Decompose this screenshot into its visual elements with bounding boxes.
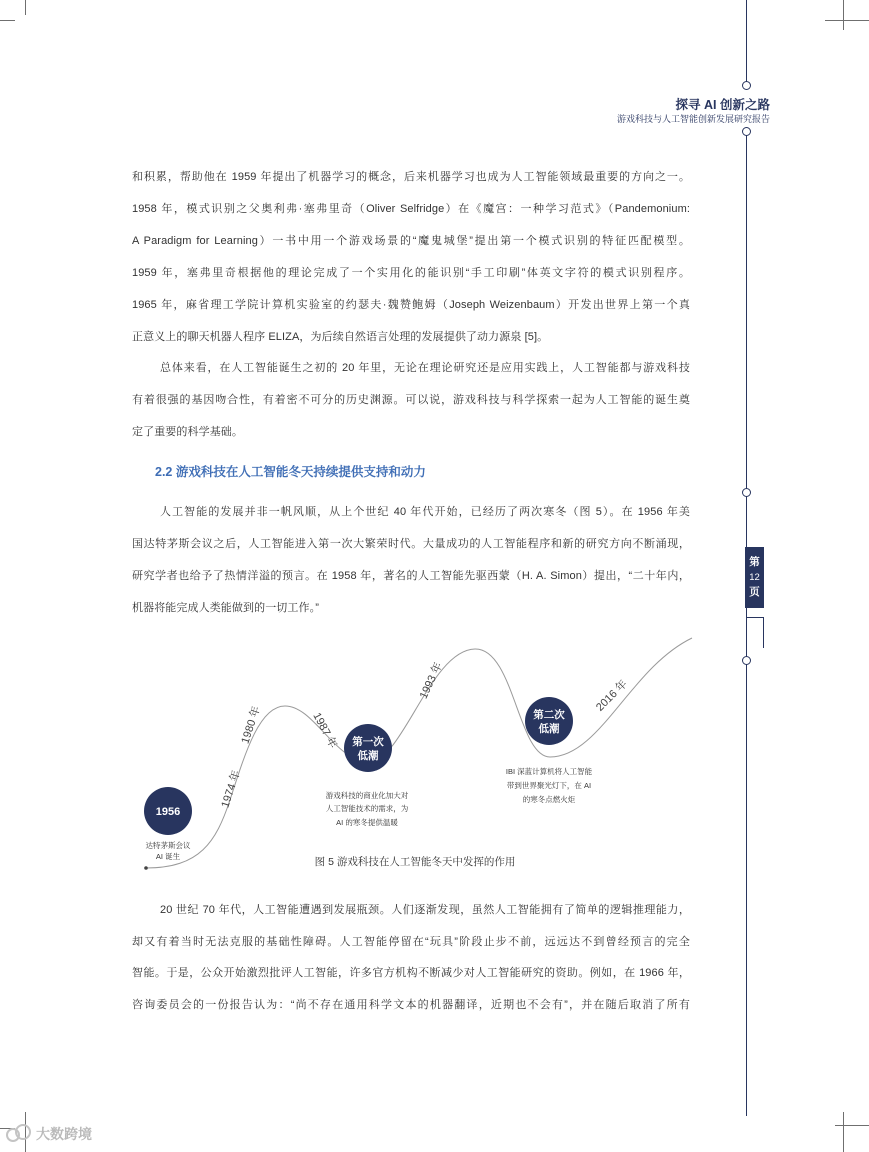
paragraph bbox=[132, 352, 690, 448]
crop-mark bbox=[843, 0, 844, 30]
running-header-subtitle: 游戏科技与人工智能创新发展研究报告 bbox=[616, 114, 770, 124]
crop-mark bbox=[25, 0, 26, 15]
page-tab-bracket bbox=[746, 617, 764, 648]
text-line: 有着很强的基因吻合性，有着密不可分的历史渊源。可以说，游戏科技与科学探索一起为人工智能的诞生奠 bbox=[132, 394, 690, 406]
milestone-label: 第一次 bbox=[352, 736, 384, 748]
year-label: 1993 年 bbox=[417, 660, 445, 701]
crop-mark bbox=[835, 1125, 869, 1126]
milestone-note: 的寒冬点燃火炬 bbox=[522, 795, 576, 804]
text-line: 20 世纪 70 年代，人工智能遭遇到发展瓶颈。人们逐渐发现，虽然人工智能拥有了简单的逻辑推理能力， bbox=[160, 904, 690, 916]
text-line: 却又有着当时无法克服的基础性障碍。人工智能停留在“玩具”阶段止步不前，远远达不到曾经预言的完全 bbox=[132, 935, 690, 948]
side-rail bbox=[746, 608, 747, 1116]
text-line: 人工智能的发展并非一帆风顺，从上个世纪 40 年代开始，已经历了两次寒冬（图 5）。在 1956 年美 bbox=[160, 506, 690, 518]
milestone-note: 带到世界聚光灯下，在 AI bbox=[506, 781, 592, 790]
text-line: 正意义上的聊天机器人程序 ELIZA，为后续自然语言处理的发展提供了动力源泉 [5]。 bbox=[132, 331, 549, 343]
milestone-note: 游戏科技的商业化加大对 bbox=[325, 791, 409, 800]
crop-mark bbox=[0, 20, 15, 21]
year-label: 2016 年 bbox=[594, 678, 630, 714]
watermark-text: 大数跨境 bbox=[36, 1126, 92, 1142]
text-line: 咨询委员会的一份报告认为：“尚不存在通用科学文本的机器翻译，近期也不会有”，并在随后取消了所有 bbox=[132, 998, 690, 1011]
text-line: 1965 年，麻省理工学院计算机实验室的约瑟夫·魏赞鲍姆（Joseph Weizenbaum）开发出世界上第一个真 bbox=[132, 299, 690, 311]
text-line: 定了重要的科学基础。 bbox=[132, 426, 243, 438]
year-label: 1980 年 bbox=[239, 704, 263, 746]
paragraph bbox=[132, 496, 690, 624]
rail-dot bbox=[742, 81, 751, 90]
milestone-note: 达特茅斯会议 bbox=[145, 841, 191, 850]
text-line: 国达特茅斯会议之后，人工智能进入第一次大繁荣时代。大量成功的人工智能程序和新的研究方向不断涌现， bbox=[132, 538, 690, 550]
text-line: 智能。于是，公众开始激烈批评人工智能，许多官方机构不断减少对人工智能研究的资助。例如，在 1966 年， bbox=[132, 967, 690, 979]
rail-dot bbox=[742, 656, 751, 665]
page-number-tab bbox=[745, 547, 764, 608]
milestone-note: AI 的寒冬提供温暖 bbox=[336, 818, 398, 827]
text-line: A Paradigm for Learning）一书中用一个游戏场景的“魔鬼城堡”提出第一个模式识别的特征匹配模型。 bbox=[132, 235, 690, 247]
paragraph bbox=[132, 895, 690, 1021]
milestone-circle-second-low bbox=[525, 697, 573, 745]
text-line: 1958 年，模式识别之父奥利弗·塞弗里奇（Oliver Selfridge）在《魔宫：一种学习范式》（Pandemonium: bbox=[132, 203, 690, 215]
figure-caption: 图 5 游戏科技在人工智能冬天中发挥的作用 bbox=[314, 856, 516, 868]
text-line: 和积累，帮助他在 1959 年提出了机器学习的概念，后来机器学习也成为人工智能领域最重要的方向之一。 bbox=[132, 171, 690, 183]
crop-mark bbox=[825, 20, 869, 21]
figure-curve-svg bbox=[130, 628, 700, 878]
crop-mark bbox=[843, 1112, 844, 1152]
side-rail bbox=[746, 0, 747, 85]
figure-ai-winters bbox=[130, 628, 700, 878]
milestone-note: 人工智能技术的需求，为 bbox=[325, 804, 409, 813]
text-line: 1959 年，塞弗里奇根据他的理论完成了一个实用化的能识别“手工印刷”体英文字符的模式识别程序。 bbox=[132, 267, 690, 279]
text-line: 机器将能完成人类能做到的一切工作。” bbox=[132, 602, 319, 614]
milestone-label: 第二次 bbox=[533, 709, 565, 721]
watermark-logo-icon bbox=[6, 1124, 32, 1144]
milestone-label: 1956 bbox=[155, 806, 181, 818]
page-number: 12 bbox=[749, 572, 760, 583]
paragraph bbox=[132, 161, 690, 353]
text-line: 总体来看，在人工智能诞生之初的 20 年里，无论在理论研究还是应用实践上，人工智能都与游戏科技 bbox=[160, 362, 690, 374]
text-line: 研究学者也给予了热情洋溢的预言。在 1958 年，著名的人工智能先驱西蒙（H. A. Simon）提出，“二十年内， bbox=[132, 570, 690, 582]
page-tab-suffix: 页 bbox=[749, 586, 760, 598]
trend-curve bbox=[146, 638, 692, 868]
year-label: 1974 年 bbox=[219, 768, 243, 810]
milestone-label: 低潮 bbox=[357, 750, 379, 762]
watermark bbox=[6, 1124, 92, 1144]
section-heading: 2.2 游戏科技在人工智能冬天持续提供支持和动力 bbox=[155, 465, 426, 479]
page-tab-prefix: 第 bbox=[749, 556, 760, 568]
side-rail bbox=[746, 135, 747, 547]
milestone-note: AI 诞生 bbox=[155, 852, 181, 861]
running-header-title: 探寻 AI 创新之路 bbox=[675, 98, 770, 112]
milestone-circle-first-low bbox=[344, 724, 392, 772]
milestone-note: IBI 深蓝计算机将人工智能 bbox=[505, 767, 593, 776]
rail-dot bbox=[742, 488, 751, 497]
milestone-label: 低潮 bbox=[538, 723, 560, 735]
year-label: 1987 年 bbox=[310, 710, 339, 751]
